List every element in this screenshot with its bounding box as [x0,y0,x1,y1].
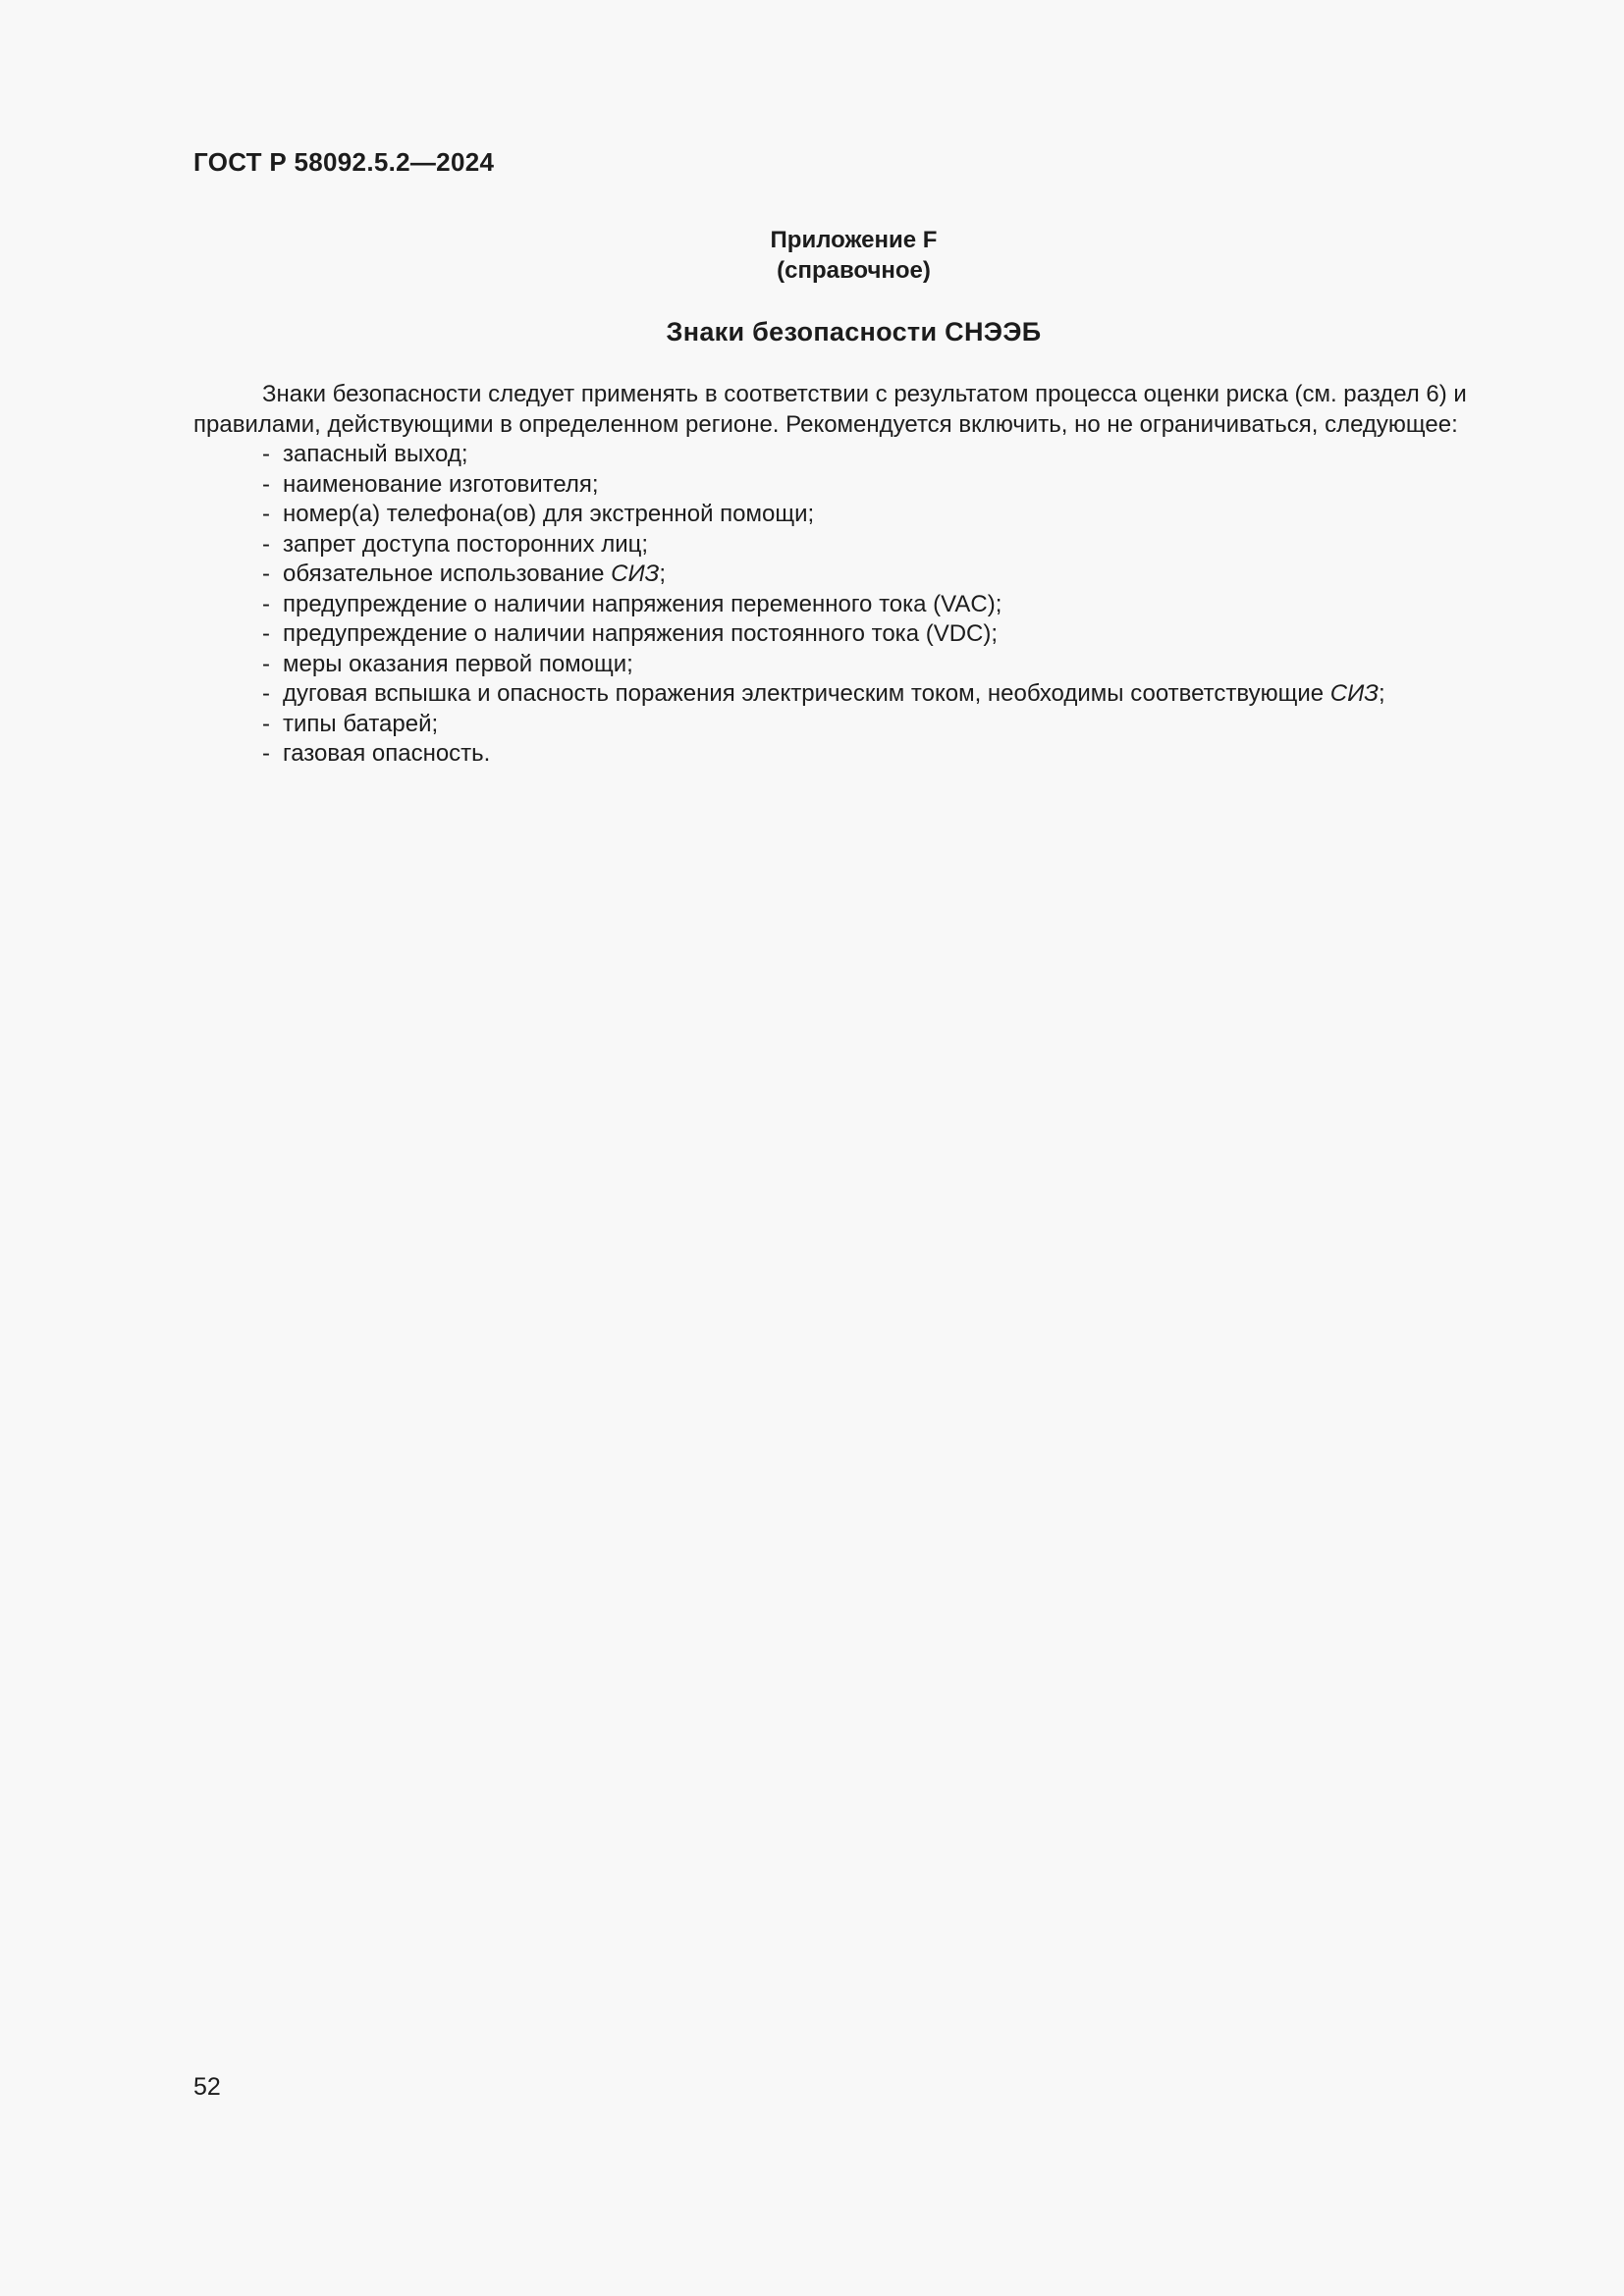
annex-type: (справочное) [777,257,931,284]
list-item [193,710,1548,740]
list-dash: - [262,501,270,527]
list-item-suffix: ; [659,561,667,587]
list-dash: - [262,470,270,498]
document-code: ГОСТ Р 58092.5.2—2024 [193,147,495,177]
list-dash: - [262,441,270,467]
list-item [193,530,1548,561]
list-item-text: запасный выход; [283,441,468,467]
list-item-text: газовая опасность. [283,740,491,767]
list-item [193,470,1548,501]
list-item [193,619,1548,650]
list-item-emphasis: СИЗ [1329,680,1380,707]
list-item-text: наименование изготовителя; [283,470,599,498]
list-item [193,590,1548,620]
list-dash: - [262,530,270,558]
list-item-text: номер(а) телефона(ов) для экстренной помощи; [283,501,815,527]
list-item-suffix: ; [1379,680,1385,707]
list-dash: - [262,680,270,707]
section-title: Знаки безопасности СНЭЭБ [666,317,1042,347]
intro-paragraph: Знаки безопасности следует применять в соответствии с результатом процесса оценки риска (см. раздел 6) и правилами, действующими в определенном регионе. Рекомендуется включить, но не ограничиваться, следующее: [193,381,1467,438]
annex-title: Приложение F [770,227,938,253]
annex-heading [0,225,1624,286]
list-item-text: меры оказания первой помощи; [283,650,633,677]
page-number: 52 [193,2073,221,2101]
list-dash: - [262,650,270,677]
list-dash: - [262,590,270,617]
requirements-list [193,440,1548,770]
list-item-text: обязательное использование [283,561,612,587]
body-text [193,380,1548,770]
list-dash: - [262,561,270,587]
list-dash: - [262,620,270,647]
list-item [193,500,1548,530]
list-item [193,679,1548,710]
list-dash: - [262,740,270,767]
list-item-emphasis: СИЗ [611,561,660,587]
list-item-text: запрет доступа посторонних лиц; [283,530,649,558]
list-dash: - [262,710,270,737]
list-item [193,739,1548,770]
list-item-text: предупреждение о наличии напряжения постоянного тока (VDC); [283,620,999,647]
list-item [193,440,1548,470]
list-item [193,560,1548,590]
list-item-text: дуговая вспышка и опасность поражения электрическим током, необходимы соответствующие [283,680,1330,707]
list-item [193,650,1548,680]
list-item-text: типы батарей; [283,710,439,737]
list-item-text: предупреждение о наличии напряжения переменного тока (VAC); [283,590,1002,617]
